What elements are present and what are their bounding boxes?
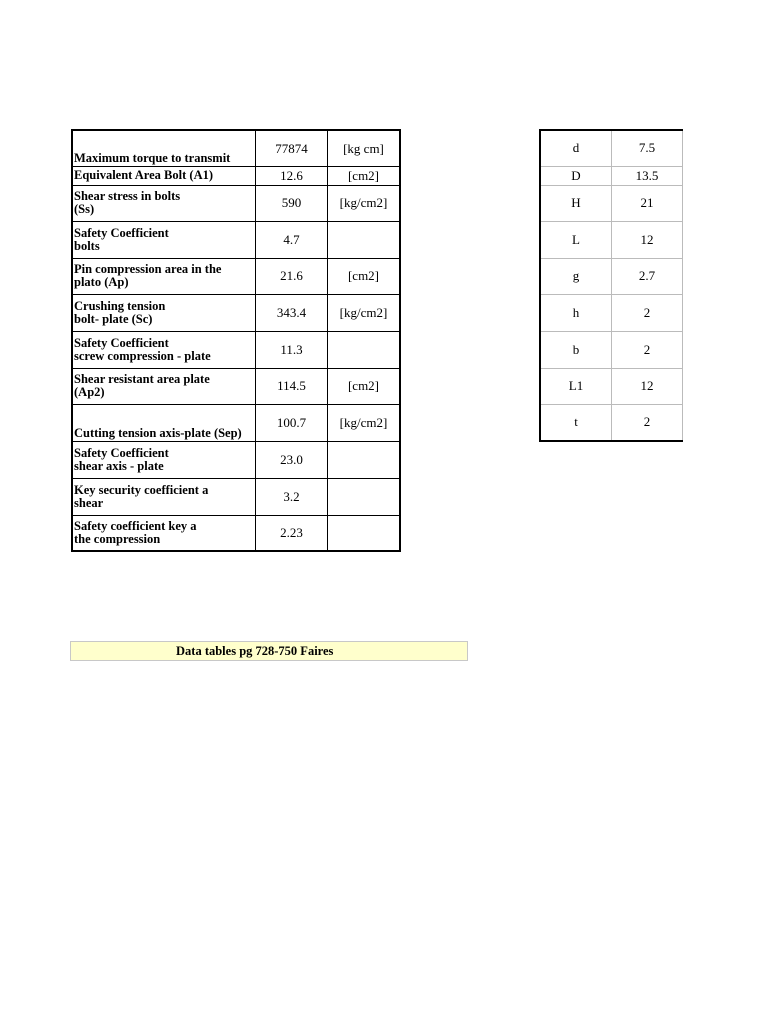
table-row bbox=[72, 258, 400, 294]
table-row bbox=[540, 404, 683, 441]
row-unit: [cm2] bbox=[328, 258, 401, 294]
row-unit: [cm2] bbox=[328, 368, 401, 404]
reference-note-text: Data tables pg 728-750 Faires bbox=[176, 644, 334, 658]
row-unit bbox=[328, 515, 401, 551]
dimension-value: 12 bbox=[612, 221, 683, 258]
dimension-value: 7.5 bbox=[612, 130, 683, 166]
dimension-value: 12 bbox=[612, 368, 683, 404]
table-row bbox=[72, 441, 400, 478]
table-row bbox=[72, 130, 400, 166]
dimension-symbol: b bbox=[540, 331, 612, 368]
table-row bbox=[72, 166, 400, 185]
dimension-symbol: d bbox=[540, 130, 612, 166]
row-label: Key security coefficient a shear bbox=[72, 478, 256, 515]
row-value: 12.6 bbox=[256, 166, 328, 185]
dimension-value: 2.7 bbox=[612, 258, 683, 294]
row-label: Cutting tension axis-plate (Sep) bbox=[72, 404, 256, 441]
row-label: Shear resistant area plate (Ap2) bbox=[72, 368, 256, 404]
dimension-symbol: h bbox=[540, 294, 612, 331]
results-table bbox=[71, 129, 401, 552]
row-value: 3.2 bbox=[256, 478, 328, 515]
row-value: 343.4 bbox=[256, 294, 328, 331]
table-row bbox=[540, 221, 683, 258]
row-unit bbox=[328, 221, 401, 258]
row-unit bbox=[328, 331, 401, 368]
row-unit: [kg/cm2] bbox=[328, 185, 401, 221]
table-row bbox=[72, 294, 400, 331]
table-row bbox=[540, 368, 683, 404]
dimension-symbol: L1 bbox=[540, 368, 612, 404]
table-row bbox=[72, 478, 400, 515]
dimensions-table bbox=[539, 129, 683, 442]
table-row bbox=[72, 185, 400, 221]
table-row bbox=[540, 258, 683, 294]
row-label: Crushing tension bolt- plate (Sc) bbox=[72, 294, 256, 331]
row-unit: [kg/cm2] bbox=[328, 294, 401, 331]
dimension-value: 21 bbox=[612, 185, 683, 221]
dimension-value: 2 bbox=[612, 404, 683, 441]
table-row bbox=[72, 331, 400, 368]
dimension-value: 13.5 bbox=[612, 166, 683, 185]
row-label: Maximum torque to transmit bbox=[72, 130, 256, 166]
row-label: Safety Coefficient screw compression - plate bbox=[72, 331, 256, 368]
dimension-symbol: D bbox=[540, 166, 612, 185]
row-unit: [kg/cm2] bbox=[328, 404, 401, 441]
row-unit: [cm2] bbox=[328, 166, 401, 185]
row-label: Safety Coefficient shear axis - plate bbox=[72, 441, 256, 478]
dimension-value: 2 bbox=[612, 331, 683, 368]
dimension-value: 2 bbox=[612, 294, 683, 331]
dimension-symbol: H bbox=[540, 185, 612, 221]
row-value: 21.6 bbox=[256, 258, 328, 294]
row-label: Safety Coefficient bolts bbox=[72, 221, 256, 258]
reference-note bbox=[70, 641, 468, 661]
row-value: 114.5 bbox=[256, 368, 328, 404]
table-row bbox=[540, 185, 683, 221]
table-row bbox=[72, 515, 400, 551]
table-row bbox=[540, 130, 683, 166]
dimension-symbol: t bbox=[540, 404, 612, 441]
row-value: 11.3 bbox=[256, 331, 328, 368]
row-unit: [kg cm] bbox=[328, 130, 401, 166]
row-label: Pin compression area in the plato (Ap) bbox=[72, 258, 256, 294]
table-row bbox=[540, 331, 683, 368]
row-value: 590 bbox=[256, 185, 328, 221]
row-unit bbox=[328, 441, 401, 478]
table-row bbox=[72, 221, 400, 258]
row-unit bbox=[328, 478, 401, 515]
table-row bbox=[540, 166, 683, 185]
dimension-symbol: g bbox=[540, 258, 612, 294]
table-row bbox=[72, 368, 400, 404]
row-value: 77874 bbox=[256, 130, 328, 166]
row-label: Shear stress in bolts (Ss) bbox=[72, 185, 256, 221]
row-label: Equivalent Area Bolt (A1) bbox=[72, 166, 256, 185]
row-value: 4.7 bbox=[256, 221, 328, 258]
row-value: 100.7 bbox=[256, 404, 328, 441]
row-value: 23.0 bbox=[256, 441, 328, 478]
dimension-symbol: L bbox=[540, 221, 612, 258]
table-row bbox=[72, 404, 400, 441]
row-value: 2.23 bbox=[256, 515, 328, 551]
row-label: Safety coefficient key a the compression bbox=[72, 515, 256, 551]
table-row bbox=[540, 294, 683, 331]
